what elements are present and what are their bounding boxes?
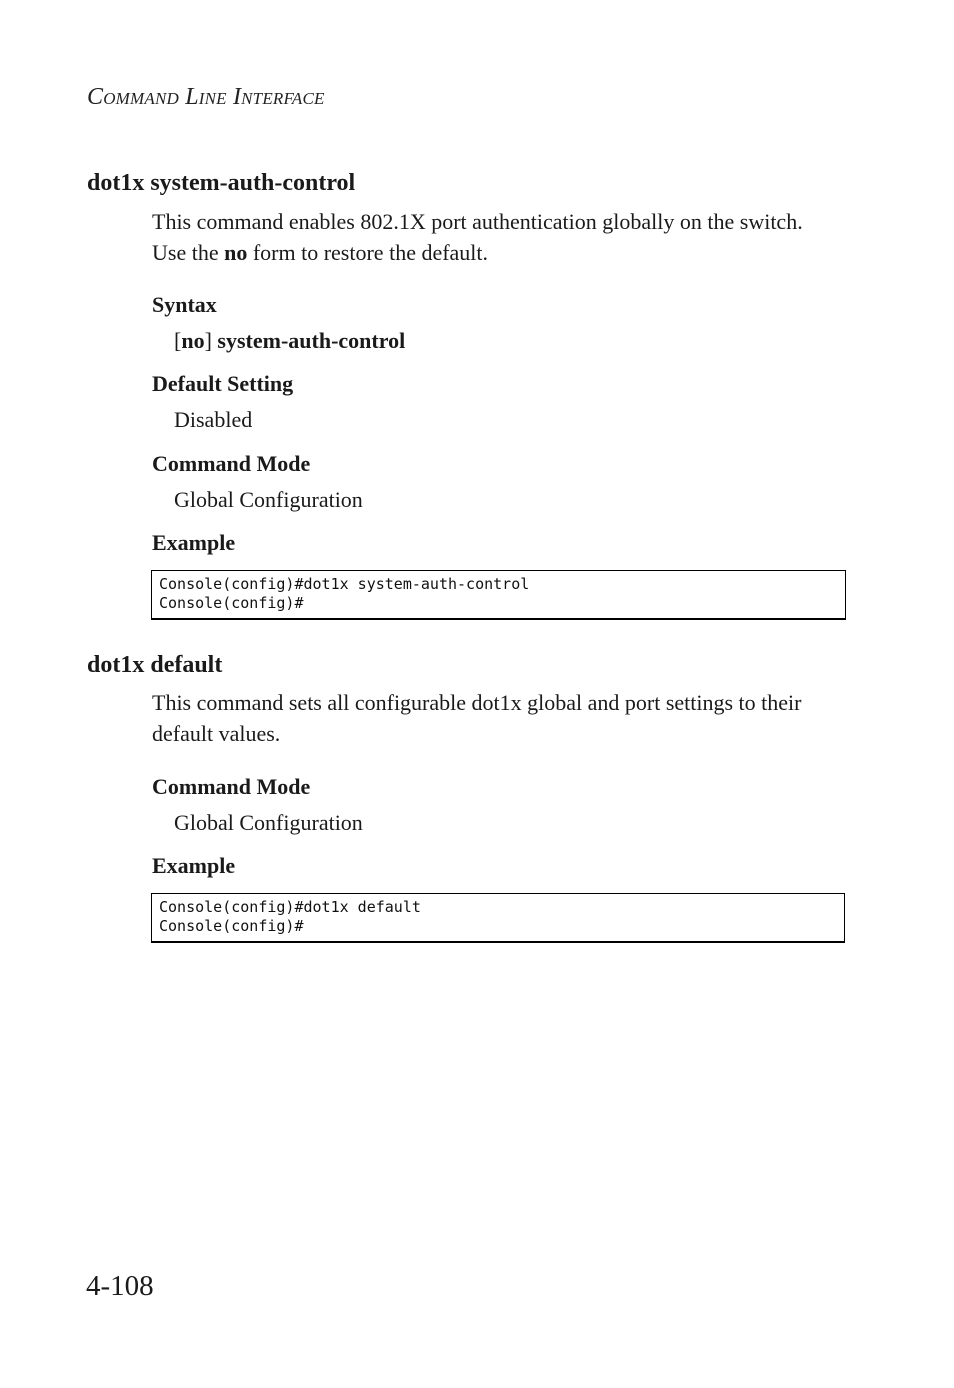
description-line-1: This command enables 802.1X port authentication globally on the switch. [152, 209, 803, 234]
command-mode-heading: Command Mode [152, 774, 311, 799]
syntax-command: system-auth-control [217, 328, 406, 353]
command-mode-value: Global Configuration [174, 810, 363, 835]
default-setting-value: Disabled [174, 407, 253, 432]
no-keyword: no [224, 240, 248, 265]
syntax-open-bracket: [ [174, 328, 182, 353]
section2-description [152, 687, 852, 749]
description-line-2-post: form to restore the default. [247, 240, 489, 265]
syntax-no: no [181, 328, 205, 353]
page-number: 4-108 [86, 1270, 154, 1302]
description-line-2-pre: Use the [152, 240, 225, 265]
running-header: Command Line Interface [87, 84, 325, 110]
description-line-1: This command sets all configurable dot1x global and port settings to their [152, 690, 802, 715]
code-line: Console(config)#dot1x system-auth-control [159, 575, 530, 593]
syntax-close-bracket: ] [204, 328, 212, 353]
default-setting-heading: Default Setting [152, 371, 294, 396]
syntax-heading: Syntax [152, 292, 217, 317]
description-line-2: default values. [152, 721, 281, 746]
section-title-system-auth-control: dot1x system-auth-control [87, 170, 356, 196]
code-line: Console(config)# [159, 594, 304, 612]
example-code-box [151, 570, 846, 620]
syntax-value [174, 328, 405, 354]
section-title-dot1x-default: dot1x default [87, 652, 223, 678]
command-mode-value: Global Configuration [174, 487, 363, 512]
example-heading: Example [152, 530, 236, 555]
section1-description [152, 206, 852, 268]
example-heading: Example [152, 853, 236, 878]
command-mode-heading: Command Mode [152, 451, 311, 476]
example-code-box [151, 893, 845, 943]
code-line: Console(config)# [159, 917, 304, 935]
code-line: Console(config)#dot1x default [159, 898, 421, 916]
